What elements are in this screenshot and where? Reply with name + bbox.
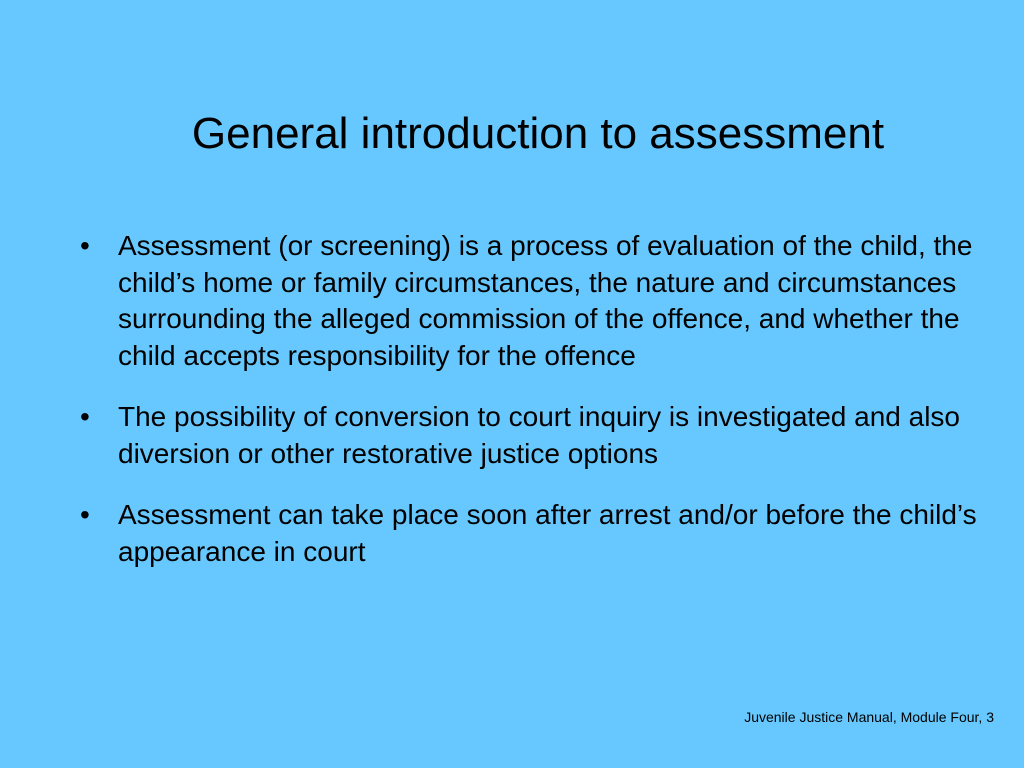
bullet-item <box>80 497 1000 570</box>
bullet-dot-icon: • <box>80 401 90 432</box>
bullet-item <box>80 228 1000 374</box>
bullet-list <box>80 228 1000 595</box>
bullet-text: Assessment can take place soon after arrest and/or before the child’s appearance in court <box>118 499 977 567</box>
bullet-text: Assessment (or screening) is a process of evaluation of the child, the child’s home or family circumstances, the nature and circumstances surrounding the alleged commission of the offence, and whether the child accepts responsibility for the offence <box>118 230 973 371</box>
slide-title: General introduction to assessment <box>191 109 885 158</box>
slide-footer: Juvenile Justice Manual, Module Four, 3 <box>744 709 994 725</box>
bullet-item <box>80 399 1000 472</box>
bullet-dot-icon: • <box>80 230 90 261</box>
bullet-text: The possibility of conversion to court inquiry is investigated and also diversion or other restorative justice options <box>118 401 960 469</box>
bullet-dot-icon: • <box>80 499 90 530</box>
